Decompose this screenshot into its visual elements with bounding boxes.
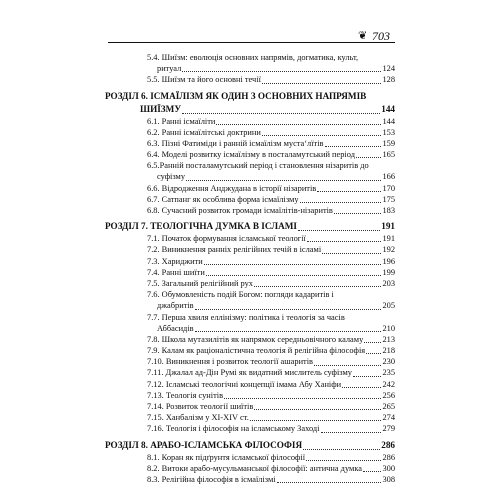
toc-section-page: 144 — [381, 103, 395, 114]
dot-leader — [363, 471, 381, 472]
toc-entry-page: 165 — [382, 150, 395, 160]
toc-entry-page: 274 — [382, 413, 395, 423]
toc-entry-title: 6.7. Сатпанг як особлива форма ісмаїлізму — [147, 194, 299, 204]
toc-entry-title: 7.7. Перша хвиля еллінізму: політика і теологія за часів — [147, 312, 345, 322]
dot-leader — [254, 409, 381, 410]
toc-entry-title: 7.2. Виникнення ранніх релігійних течій в ісламі — [147, 245, 322, 255]
toc-entry-title: 8.3. Релігійна філософія в ісмаїлізмі — [147, 474, 276, 484]
dot-leader — [364, 342, 381, 343]
toc-entry-page: 124 — [382, 64, 395, 74]
toc-entry-6-4 — [105, 149, 395, 160]
dot-leader — [342, 387, 381, 388]
toc-entry-page: 144 — [382, 116, 395, 126]
toc-entry-7-7 — [105, 312, 395, 334]
toc-entry-title-cont: джабритів — [157, 301, 194, 311]
toc-section-title: РОЗДІЛ 8. АРАБО-ІСЛАМСЬКА ФІЛОСОФІЯ — [105, 439, 303, 450]
dot-leader — [366, 353, 381, 354]
toc-entry-page: 128 — [382, 75, 395, 85]
dot-leader — [325, 146, 382, 147]
toc-section-7 — [105, 220, 395, 233]
toc-entry-title: 6.5.Ранній посталамутський період і становлення нізаритів до — [147, 161, 369, 171]
toc-entry-page: 265 — [382, 402, 395, 412]
toc-entry-page: 213 — [382, 334, 395, 344]
dot-leader — [182, 113, 380, 114]
toc-entry-title-cont: Аббасидів — [157, 323, 194, 333]
table-of-contents — [105, 52, 395, 485]
toc-entry-title: 7.10. Виникнення і розвиток теології ашаритів — [147, 357, 313, 367]
toc-entry-title: 7.14. Розвиток теології шиїтів — [147, 402, 254, 412]
flourish-ornament-icon: ❦ — [358, 30, 368, 42]
toc-entry-6-2 — [105, 127, 395, 138]
dot-leader — [353, 376, 381, 377]
toc-entry-7-16 — [105, 423, 395, 434]
dot-leader — [254, 286, 381, 287]
toc-entry-6-1 — [105, 116, 395, 127]
toc-entry-7-8 — [105, 334, 395, 345]
toc-entry-5-4 — [105, 52, 395, 74]
toc-entry-page: 230 — [382, 357, 395, 367]
toc-entry-title: 6.4. Моделі розвитку ісмаїлізму в посталамутський період — [147, 150, 355, 160]
dot-leader — [262, 83, 382, 84]
toc-entry-page: 218 — [382, 346, 395, 356]
toc-entry-8-1 — [105, 452, 395, 463]
toc-entry-title: 6.3. Пізні Фатиміди і ранній ісмаїлізм муста‘лїтів — [147, 138, 324, 148]
toc-entry-title: 6.1. Ранні ісмаїліти — [147, 116, 216, 126]
toc-section-title: РОЗДІЛ 6. ІСМАЇЛІЗМ ЯК ОДИН З ОСНОВНИХ НАПРЯМІВ — [105, 90, 367, 101]
dot-leader — [356, 157, 381, 158]
toc-entry-page: 203 — [382, 278, 395, 288]
dot-leader — [322, 253, 381, 254]
dot-leader — [262, 135, 382, 136]
toc-section-page: 191 — [381, 221, 395, 232]
page-number: 703 — [372, 29, 390, 43]
dot-leader — [250, 420, 382, 421]
toc-section-6 — [105, 90, 395, 116]
toc-section-title: РОЗДІЛ 7. ТЕОЛОГІЧНА ДУМКА В ІСЛАМІ — [105, 221, 297, 232]
toc-entry-page: 210 — [382, 323, 395, 333]
dot-leader — [224, 398, 381, 399]
toc-entry-title: 6.8. Сучасний розвиток громади ісмаїлітів-нізаритів — [147, 206, 333, 216]
toc-entry-page: 205 — [382, 301, 395, 311]
dot-leader — [317, 191, 381, 192]
toc-entry-page: 183 — [382, 206, 395, 216]
toc-entry-title-cont: ритуал — [157, 64, 182, 74]
toc-entry-6-5 — [105, 160, 395, 182]
dot-leader — [204, 264, 382, 265]
toc-entry-page: 170 — [382, 183, 395, 193]
toc-entry-7-2 — [105, 244, 395, 255]
toc-entry-title: 7.16. Теологія і філософія на ісламському Заході — [147, 424, 320, 434]
toc-entry-7-4 — [105, 267, 395, 278]
toc-entry-page: 192 — [382, 245, 395, 255]
toc-entry-title: 7.1. Початок формування ісламської теології — [147, 234, 306, 244]
toc-entry-page: 159 — [382, 138, 395, 148]
toc-entry-title: 5.5. Шиїзм та його основні течії — [147, 75, 261, 85]
toc-section-8 — [105, 439, 395, 452]
dot-leader — [303, 449, 380, 450]
toc-entry-page: 166 — [382, 172, 395, 182]
toc-entry-6-7 — [105, 194, 395, 205]
dot-leader — [334, 213, 382, 214]
toc-entry-7-6 — [105, 289, 395, 311]
toc-entry-page: 279 — [382, 424, 395, 434]
header-rule — [108, 42, 395, 43]
dot-leader — [195, 331, 382, 332]
toc-entry-7-14 — [105, 401, 395, 412]
toc-entry-page: 175 — [382, 194, 395, 204]
toc-entry-8-2 — [105, 463, 395, 474]
toc-section-title-cont: ШИЇЗМУ — [140, 103, 182, 114]
toc-entry-page: 196 — [382, 256, 395, 266]
dot-leader — [277, 482, 382, 483]
toc-entry-title: 8.1. Коран як підґрунтя ісламської філософії — [147, 452, 306, 462]
dot-leader — [306, 460, 381, 461]
toc-entry-title: 7.13. Теологія сунітів — [147, 390, 224, 400]
toc-entry-title: 5.4. Шиїзм: еволюція основних напрямів, догматика, культ, — [147, 53, 359, 62]
dot-leader — [186, 180, 381, 181]
toc-entry-7-9 — [105, 345, 395, 356]
toc-entry-7-5 — [105, 278, 395, 289]
dot-leader — [298, 230, 380, 231]
toc-entry-title: 8.2. Витоки арабо-мусульманської філософії: антична думка — [147, 463, 362, 473]
toc-entry-page: 242 — [382, 379, 395, 389]
toc-entry-7-12 — [105, 379, 395, 390]
dot-leader — [307, 241, 382, 242]
toc-entry-title: 7.6. Обумовленість подій Богом: погляди кадаритів і — [147, 290, 334, 300]
toc-entry-page: 153 — [382, 127, 395, 137]
toc-entry-5-5 — [105, 74, 395, 85]
toc-entry-page: 235 — [382, 368, 395, 378]
toc-entry-7-15 — [105, 412, 395, 423]
toc-entry-page: 199 — [382, 267, 395, 277]
toc-entry-title: 7.15. Ханбалізм у XI-XIV ст. — [147, 413, 249, 423]
dot-leader — [216, 124, 381, 125]
toc-entry-title-cont: суфізму — [157, 172, 186, 182]
toc-entry-page: 300 — [382, 463, 395, 473]
toc-section-page: 286 — [381, 439, 395, 450]
toc-entry-title: 7.11. Джалал ад-Дін Румі як видатний мислитель суфізму — [147, 368, 352, 378]
dot-leader — [195, 309, 382, 310]
dot-leader — [300, 202, 382, 203]
toc-entry-7-11 — [105, 368, 395, 379]
toc-entry-title: 7.5. Загальний релігійний рух — [147, 278, 253, 288]
toc-entry-page: 286 — [382, 452, 395, 462]
toc-entry-title: 7.4. Ранні шиїти — [147, 267, 205, 277]
toc-entry-7-1 — [105, 233, 395, 244]
toc-entry-title: 6.2. Ранні ісмаїлітські доктрини — [147, 127, 261, 137]
dot-leader — [321, 432, 382, 433]
toc-entry-7-10 — [105, 356, 395, 367]
dot-leader — [182, 71, 381, 72]
dot-leader — [314, 365, 381, 366]
toc-entry-page: 256 — [382, 390, 395, 400]
toc-entry-title: 7.8. Школа мутазилітів як напрямок середньовічного каламу — [147, 334, 364, 344]
toc-entry-title: 7.3. Хариджити — [147, 256, 203, 266]
toc-entry-page: 191 — [382, 234, 395, 244]
toc-entry-title: 7.12. Ісламські теологічні концепції імама Абу Ханіфи — [147, 379, 342, 389]
toc-entry-page: 308 — [382, 474, 395, 484]
toc-entry-6-6 — [105, 183, 395, 194]
dot-leader — [206, 275, 382, 276]
toc-entry-title: 6.6. Відродження Анджудана в історії нізаритів — [147, 183, 317, 193]
toc-entry-7-3 — [105, 256, 395, 267]
toc-entry-8-3 — [105, 474, 395, 485]
toc-entry-7-13 — [105, 390, 395, 401]
toc-entry-title: 7.9. Калам як раціоналістична теологія й релігійна філософія — [147, 346, 366, 356]
toc-entry-6-3 — [105, 138, 395, 149]
toc-entry-6-8 — [105, 205, 395, 216]
